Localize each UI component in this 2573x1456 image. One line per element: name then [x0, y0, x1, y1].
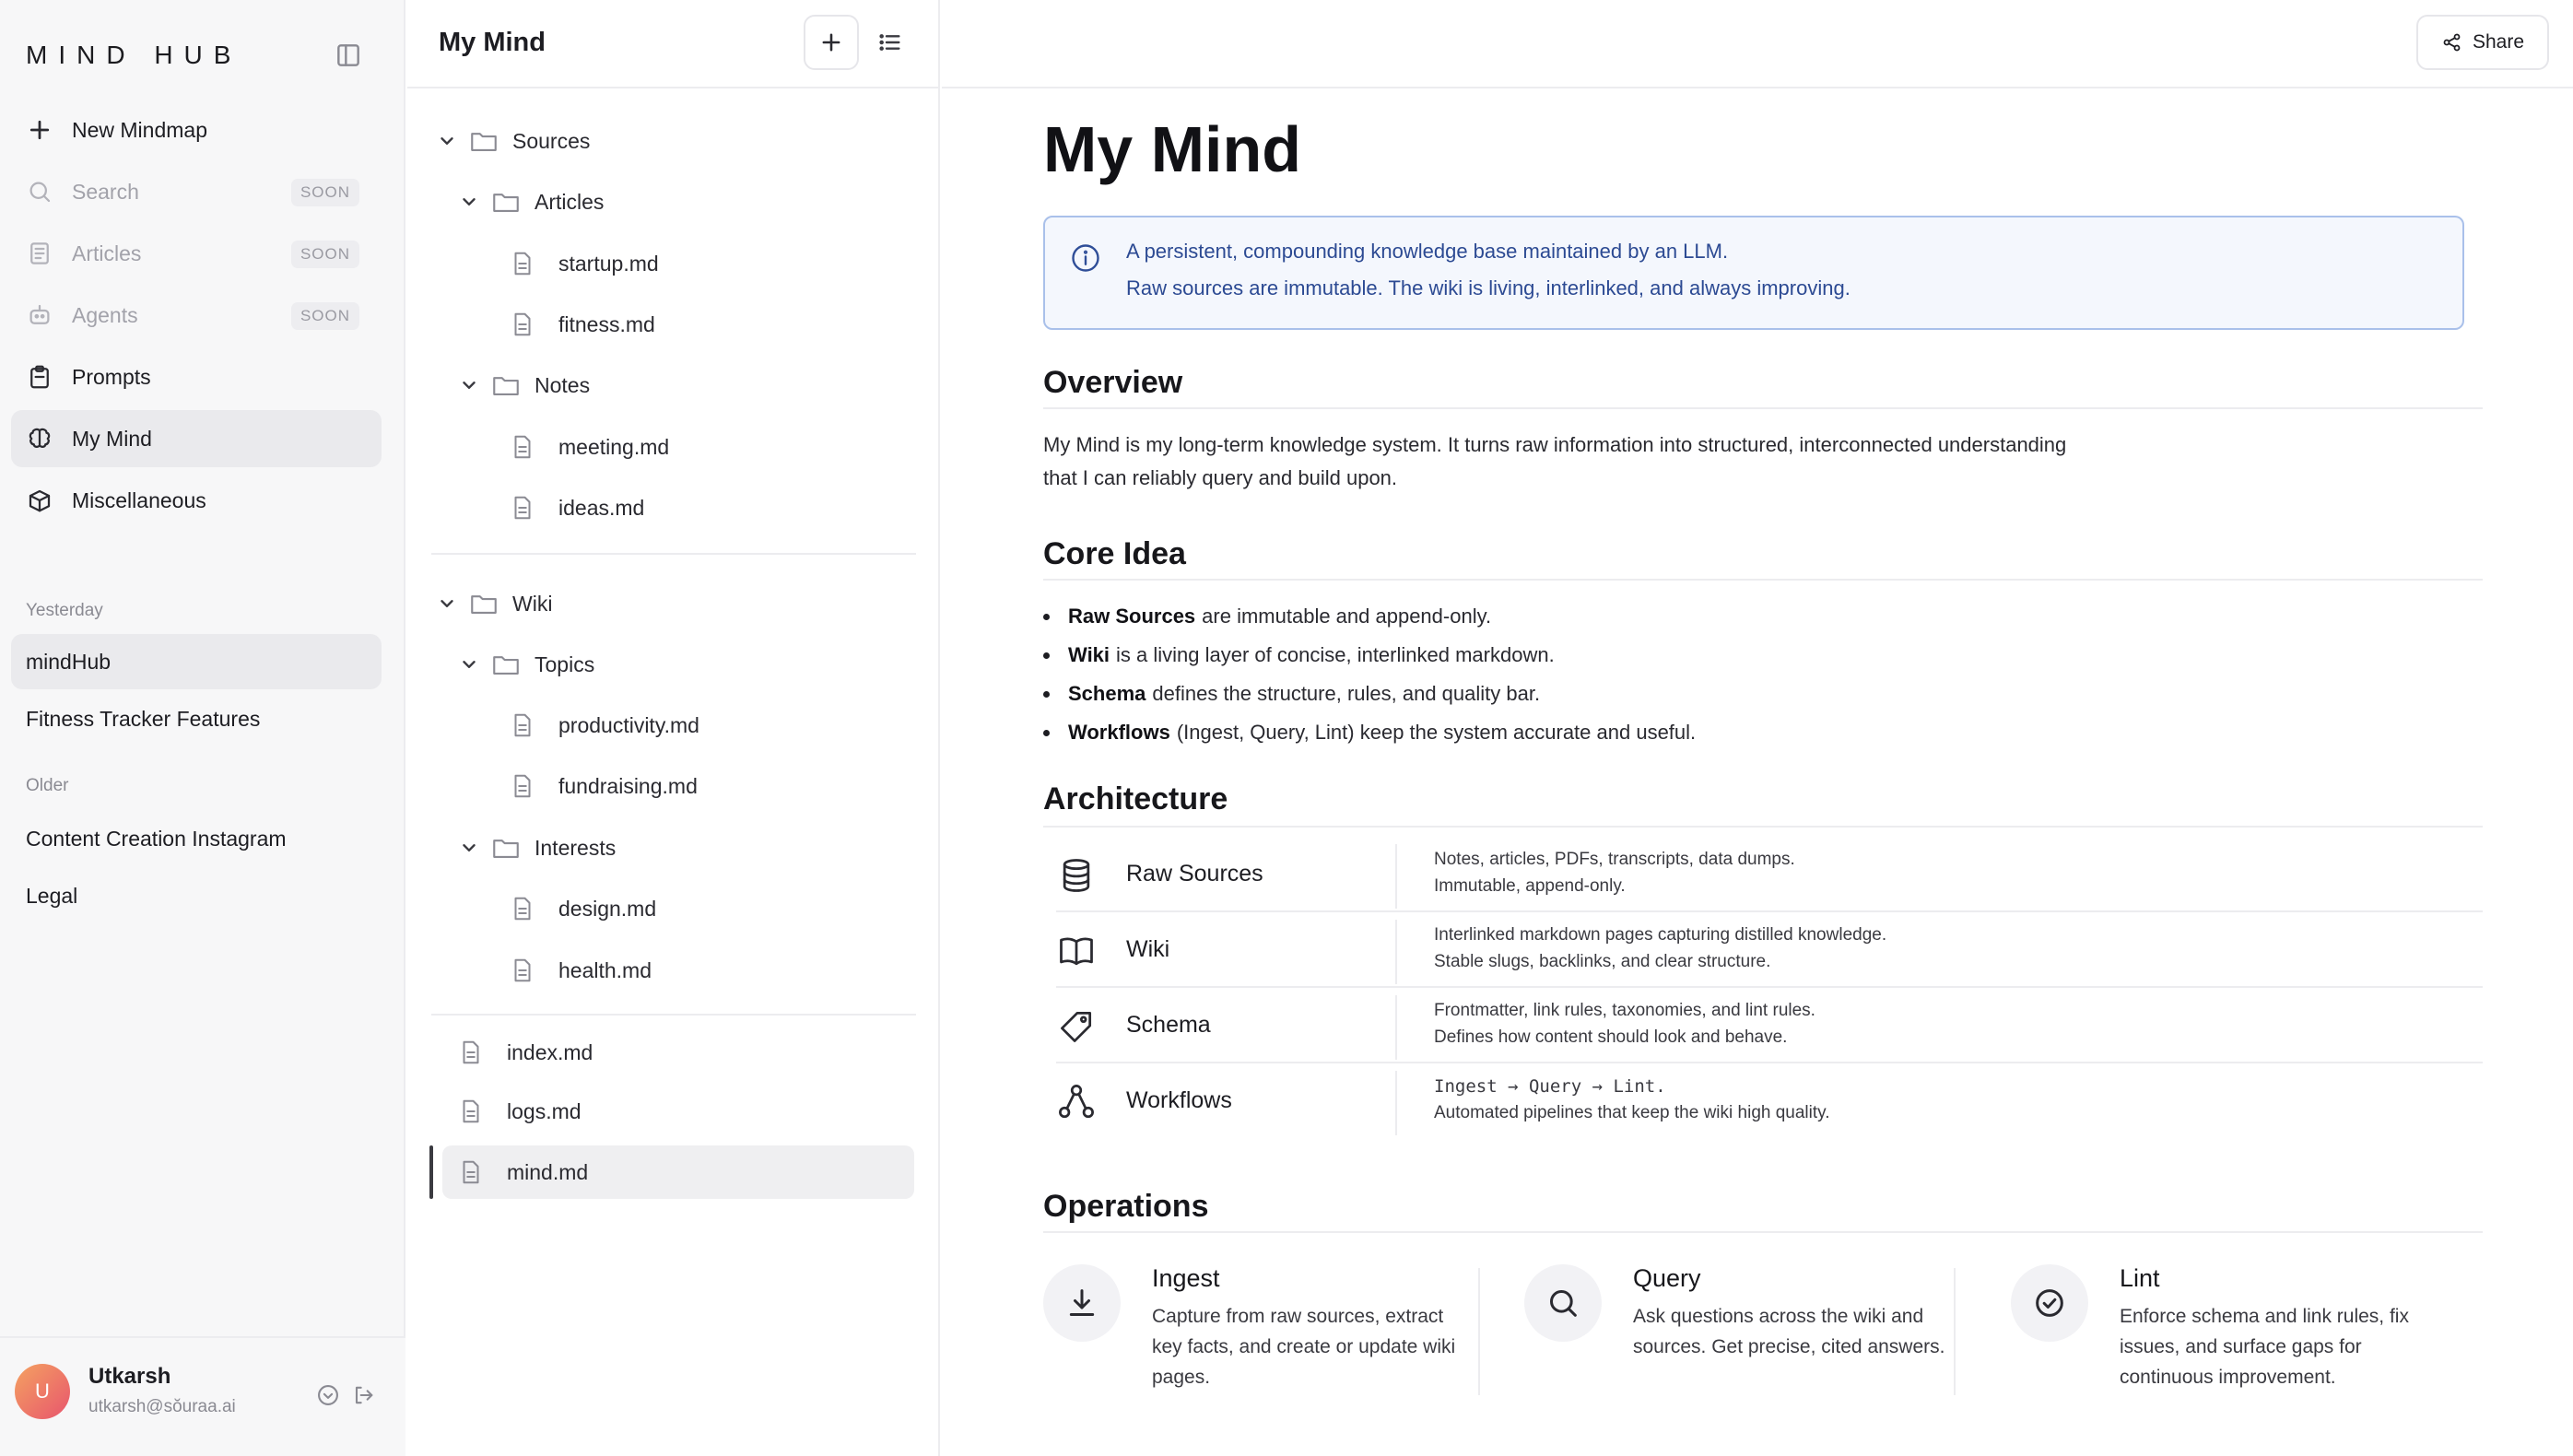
share-label: Share — [2472, 31, 2525, 53]
tree-file-health[interactable] — [509, 945, 652, 996]
app-logo: MIND HUB — [26, 41, 242, 69]
tree-selected-indicator — [429, 1145, 433, 1199]
architecture-desc: Stable slugs, backlinks, and clear structure. — [1434, 952, 1771, 971]
tree-folder-interests[interactable] — [459, 822, 616, 874]
file-icon — [509, 772, 536, 800]
sidebar-nav — [11, 101, 382, 534]
operation-desc: Enforce schema and link rules, fix issues, and surface gaps for continuous improvement. — [2120, 1306, 2409, 1388]
bullet-dot — [1043, 614, 1050, 620]
info-icon — [1069, 241, 1102, 275]
tree-file-fitness[interactable] — [509, 299, 655, 350]
tree-folder-topics[interactable] — [459, 639, 594, 690]
nav-agents[interactable] — [11, 287, 382, 344]
document-title: My Mind — [1043, 113, 1301, 185]
nav-my-mind[interactable] — [11, 410, 382, 467]
tree-folder-notes[interactable] — [459, 359, 590, 411]
tree-label: Wiki — [512, 591, 553, 616]
file-icon — [509, 250, 536, 277]
plus-icon — [26, 116, 53, 144]
folder-icon — [490, 832, 522, 863]
document-icon — [26, 240, 53, 267]
search-icon — [1524, 1264, 1602, 1342]
history-yesterday-label: Yesterday — [26, 601, 103, 620]
bullet-bold: Schema — [1068, 682, 1146, 705]
overview-text: My Mind is my long-term knowledge system. It turns raw information into structured, interconnected understanding that I can reliably query and build upon. — [1043, 433, 2067, 489]
chevron-down-icon[interactable] — [459, 838, 479, 858]
user-name: Utkarsh — [88, 1364, 171, 1389]
nav-articles[interactable] — [11, 225, 382, 282]
architecture-name: Workflows — [1126, 1087, 1232, 1113]
user-profile — [0, 1336, 405, 1456]
tree-label: Interests — [535, 835, 617, 860]
sidebar-toggle-icon[interactable] — [334, 41, 363, 70]
bullet-bold: Workflows — [1068, 721, 1170, 744]
nav-label: Agents — [72, 302, 138, 327]
list-item — [1043, 713, 1696, 752]
box-icon — [26, 487, 53, 514]
tree-file-meeting[interactable] — [509, 421, 669, 473]
file-icon — [457, 1098, 485, 1125]
column-divider — [1478, 1268, 1480, 1395]
architecture-desc: Notes, articles, PDFs, transcripts, data dumps. — [1434, 850, 1795, 869]
heading-rule — [1043, 407, 2483, 409]
share-icon — [2441, 31, 2473, 53]
database-icon — [1056, 855, 1097, 896]
nav-miscellaneous[interactable] — [11, 472, 382, 529]
tree-file-logs[interactable] — [457, 1086, 582, 1137]
tree-label: Sources — [512, 128, 591, 153]
heading-rule — [1043, 1231, 2483, 1233]
nav-label: Search — [72, 179, 139, 204]
share-button[interactable] — [2416, 15, 2549, 70]
nav-label: New Mindmap — [72, 117, 207, 142]
soon-badge: SOON — [291, 302, 359, 330]
nav-new-mindmap[interactable] — [11, 101, 382, 159]
bullet-text: defines the structure, rules, and quality bar. — [1152, 682, 1541, 705]
operation-title: Lint — [2120, 1264, 2160, 1292]
logout-icon[interactable] — [350, 1382, 376, 1408]
history-item[interactable]: Fitness Tracker Features — [26, 706, 261, 731]
architecture-name: Schema — [1126, 1012, 1211, 1038]
list-item — [1043, 597, 1696, 636]
operations-heading: Operations — [1043, 1189, 1209, 1224]
tree-file-mind[interactable] — [457, 1146, 588, 1198]
history-item[interactable]: Content Creation Instagram — [26, 826, 287, 851]
operation-ingest — [1043, 1264, 1486, 1403]
brain-icon — [26, 425, 53, 452]
bullet-bold: Raw Sources — [1068, 605, 1196, 628]
workflow-icon — [1056, 1082, 1097, 1122]
callout-line: A persistent, compounding knowledge base maintained by an LLM. — [1126, 240, 1729, 263]
file-icon — [509, 433, 536, 461]
bullet-dot — [1043, 652, 1050, 659]
soon-badge: SOON — [291, 241, 359, 268]
nav-label: My Mind — [72, 426, 152, 451]
tree-label: Articles — [535, 189, 605, 214]
tree-file-fundraising[interactable] — [509, 760, 698, 812]
file-icon — [509, 494, 536, 522]
avatar[interactable]: U — [15, 1364, 70, 1419]
architecture-name: Raw Sources — [1126, 861, 1263, 887]
history-item[interactable]: mindHub — [11, 634, 382, 689]
tree-folder-sources[interactable] — [437, 115, 590, 167]
tree-divider — [431, 553, 916, 555]
column-divider — [1395, 844, 1397, 909]
folder-icon — [490, 186, 522, 217]
tree-label: startup.md — [558, 251, 659, 276]
file-icon — [457, 1039, 485, 1066]
check-circle-icon — [2011, 1264, 2088, 1342]
architecture-row — [1043, 912, 2483, 988]
architecture-desc: Immutable, append-only. — [1434, 876, 1626, 896]
list-item — [1043, 675, 1696, 713]
architecture-name: Wiki — [1126, 936, 1170, 962]
column-divider — [1395, 920, 1397, 984]
book-icon — [1056, 931, 1097, 971]
history-older-label: Older — [26, 776, 69, 795]
file-icon — [509, 895, 536, 922]
nav-label: Miscellaneous — [72, 487, 206, 512]
tree-folder-articles[interactable] — [459, 176, 604, 228]
bullet-text: (Ingest, Query, Lint) keep the system accurate and useful. — [1176, 721, 1697, 744]
architecture-desc: Frontmatter, link rules, taxonomies, and lint rules. — [1434, 1001, 1815, 1020]
file-icon — [457, 1158, 485, 1186]
nav-prompts[interactable] — [11, 348, 382, 405]
architecture-desc: Automated pipelines that keep the wiki high quality. — [1434, 1103, 1830, 1122]
account-menu-icon[interactable] — [315, 1382, 341, 1408]
operation-title: Ingest — [1152, 1264, 1220, 1292]
tree-label: Topics — [535, 652, 595, 676]
operation-query — [1524, 1264, 1967, 1403]
nav-label: Articles — [72, 241, 142, 265]
tree-label: design.md — [558, 896, 657, 921]
search-icon — [26, 178, 53, 205]
file-icon — [509, 957, 536, 984]
column-divider — [1954, 1268, 1956, 1395]
soon-badge: SOON — [291, 179, 359, 206]
file-icon — [509, 311, 536, 338]
history-item[interactable]: Legal — [26, 883, 78, 908]
architecture-row — [1043, 1063, 2483, 1139]
info-callout — [1043, 216, 2464, 330]
folder-icon — [490, 370, 522, 401]
column-divider — [1395, 1071, 1397, 1135]
column-divider — [1395, 995, 1397, 1060]
tree-file-startup[interactable] — [509, 238, 659, 289]
tree-label: mind.md — [507, 1159, 589, 1184]
tree-file-ideas[interactable] — [509, 482, 644, 534]
tree-file-design[interactable] — [509, 883, 656, 934]
tree-label: meeting.md — [558, 434, 670, 459]
nav-label: Prompts — [72, 364, 151, 389]
sidebar — [0, 0, 405, 1456]
top-bar — [942, 0, 2573, 88]
operation-title: Query — [1633, 1264, 1701, 1292]
operation-desc: Ask questions across the wiki and sources. Get precise, cited answers. — [1633, 1306, 1945, 1357]
clipboard-icon — [26, 363, 53, 391]
tree-label: health.md — [558, 957, 652, 982]
architecture-row — [1043, 988, 2483, 1063]
tree-header — [407, 0, 940, 88]
chevron-down-icon[interactable] — [437, 593, 457, 614]
tree-label: fundraising.md — [558, 773, 698, 798]
folder-icon — [468, 125, 499, 157]
bullet-bold: Wiki — [1068, 643, 1110, 666]
add-item-button[interactable] — [804, 15, 859, 70]
bullet-dot — [1043, 730, 1050, 736]
operation-lint — [2011, 1264, 2453, 1403]
nav-search[interactable] — [11, 163, 382, 220]
tree-label: logs.md — [507, 1098, 582, 1123]
heading-rule — [1043, 579, 2483, 581]
bullet-text: is a living layer of concise, interlinked markdown. — [1116, 643, 1555, 666]
tree-title: My Mind — [439, 28, 546, 57]
architecture-desc: Ingest → Query → Lint. — [1434, 1076, 1666, 1097]
architecture-desc: Defines how content should look and behave. — [1434, 1027, 1788, 1047]
heading-rule — [1043, 826, 2483, 828]
tree-label: fitness.md — [558, 311, 655, 336]
tree-file-index[interactable] — [457, 1027, 593, 1078]
robot-icon — [26, 301, 53, 329]
tree-divider — [431, 1014, 916, 1016]
tree-label: productivity.md — [558, 712, 699, 737]
architecture-desc: Interlinked markdown pages capturing distilled knowledge. — [1434, 925, 1887, 945]
chevron-down-icon[interactable] — [459, 192, 479, 212]
file-icon — [509, 711, 536, 739]
chevron-down-icon[interactable] — [437, 131, 457, 151]
bullet-dot — [1043, 691, 1050, 698]
bullet-text: are immutable and append-only. — [1202, 605, 1492, 628]
download-icon — [1043, 1264, 1121, 1342]
core-idea-heading: Core Idea — [1043, 536, 1186, 571]
architecture-row — [1043, 837, 2483, 912]
callout-line: Raw sources are immutable. The wiki is living, interlinked, and always improving. — [1126, 276, 1850, 299]
folder-icon — [468, 588, 499, 619]
tree-label: ideas.md — [558, 495, 645, 520]
list-item — [1043, 636, 1696, 675]
tree-folder-wiki[interactable] — [437, 578, 552, 629]
user-email: utkarsh@sŏuraa.ai — [88, 1397, 236, 1416]
document-view — [942, 0, 2573, 1456]
tag-icon — [1056, 1006, 1097, 1047]
tree-label: Notes — [535, 372, 591, 397]
overview-heading: Overview — [1043, 365, 1183, 400]
chevron-down-icon[interactable] — [459, 654, 479, 675]
core-idea-list — [1043, 597, 1696, 752]
operation-desc: Capture from raw sources, extract key facts, and create or update wiki pages. — [1152, 1306, 1456, 1388]
folder-icon — [490, 649, 522, 680]
tree-label: index.md — [507, 1039, 593, 1064]
list-view-icon[interactable] — [875, 28, 905, 57]
chevron-down-icon[interactable] — [459, 375, 479, 395]
tree-file-productivity[interactable] — [509, 699, 699, 751]
architecture-heading: Architecture — [1043, 781, 1228, 816]
